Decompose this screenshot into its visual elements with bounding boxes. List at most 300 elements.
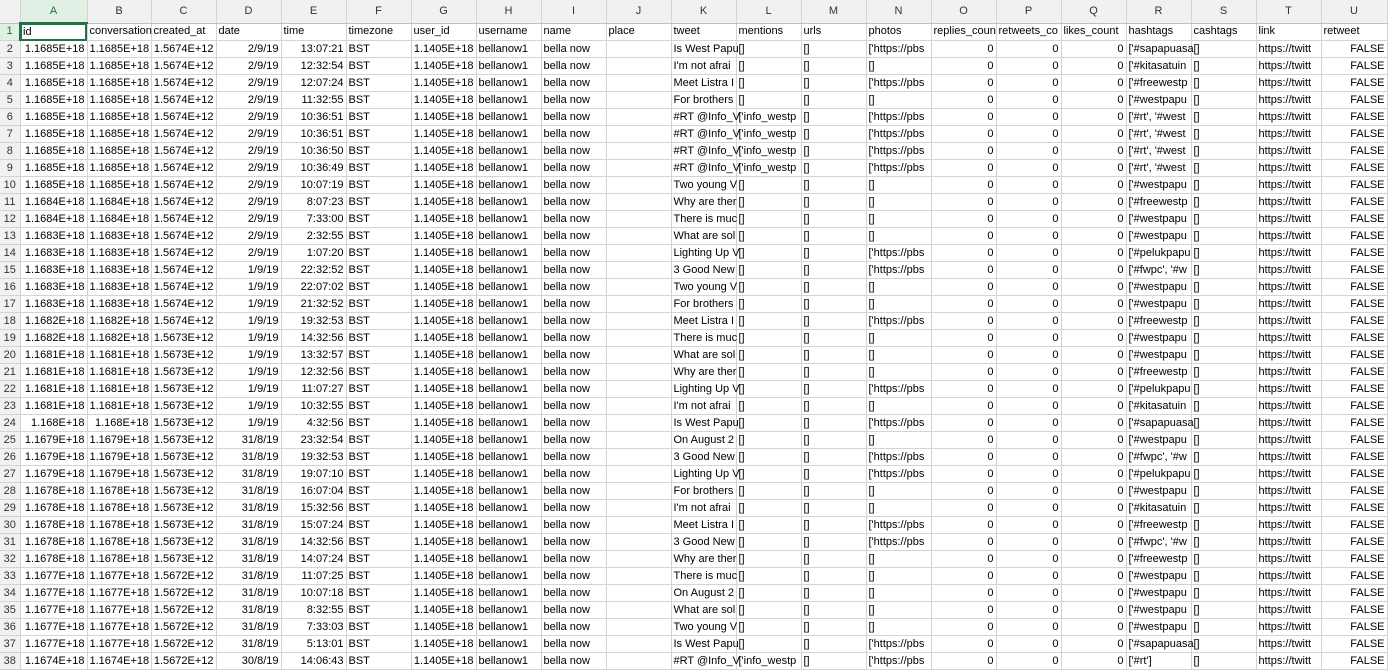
cell[interactable]: 0 [1061,466,1126,483]
cell[interactable]: https://twitt [1256,194,1321,211]
cell[interactable]: [] [736,466,801,483]
cell[interactable]: 1.1682E+18 [20,313,87,330]
cell[interactable]: 2/9/19 [216,177,281,194]
row-header[interactable]: 8 [0,143,20,160]
cell[interactable]: bellanow1 [476,58,541,75]
cell[interactable]: bellanow1 [476,330,541,347]
cell[interactable]: 31/8/19 [216,483,281,500]
cell[interactable] [606,58,671,75]
column-header-h[interactable]: H [476,0,541,23]
cell[interactable]: 0 [931,126,996,143]
cell[interactable]: ['https://pbs [866,415,931,432]
column-header-g[interactable]: G [411,0,476,23]
row-header[interactable]: 28 [0,483,20,500]
cell[interactable]: 1.1678E+18 [20,534,87,551]
cell[interactable]: https://twitt [1256,381,1321,398]
cell[interactable]: 0 [931,568,996,585]
cell[interactable]: bellanow1 [476,381,541,398]
cell[interactable]: [] [801,398,866,415]
cell[interactable]: bellanow1 [476,347,541,364]
cell[interactable]: FALSE [1321,313,1387,330]
cell[interactable]: bellanow1 [476,364,541,381]
cell[interactable]: 2/9/19 [216,109,281,126]
cell[interactable]: 1.5673E+12 [151,398,216,415]
cell[interactable]: 31/8/19 [216,619,281,636]
column-title-cell[interactable]: user_id [411,23,476,41]
cell[interactable]: BST [346,126,411,143]
cell[interactable]: BST [346,313,411,330]
cell[interactable]: 1.1405E+18 [411,245,476,262]
cell[interactable]: [] [736,330,801,347]
cell[interactable]: 31/8/19 [216,568,281,585]
cell[interactable]: 1.1679E+18 [87,449,151,466]
cell[interactable]: 0 [1061,432,1126,449]
cell[interactable]: 1.1405E+18 [411,143,476,160]
cell[interactable]: 0 [931,41,996,58]
cell[interactable]: 1.1683E+18 [87,279,151,296]
cell[interactable]: 1.5674E+12 [151,245,216,262]
cell[interactable]: [] [1191,194,1256,211]
cell[interactable]: [] [736,58,801,75]
cell[interactable]: BST [346,92,411,109]
cell[interactable] [606,432,671,449]
cell[interactable]: 1.1679E+18 [87,466,151,483]
cell[interactable]: 0 [996,211,1061,228]
cell[interactable]: 0 [931,653,996,670]
cell[interactable]: https://twitt [1256,313,1321,330]
cell[interactable]: [] [801,211,866,228]
cell[interactable]: ['https://pbs [866,449,931,466]
cell[interactable]: ['#sapapuasa [1126,415,1191,432]
cell[interactable]: [] [736,585,801,602]
row-header[interactable]: 2 [0,41,20,58]
cell[interactable]: 1.1405E+18 [411,636,476,653]
cell[interactable]: 31/8/19 [216,449,281,466]
cell[interactable]: [] [1191,296,1256,313]
cell[interactable]: 1.5674E+12 [151,126,216,143]
cell[interactable]: bella now [541,381,606,398]
cell[interactable]: bella now [541,126,606,143]
cell[interactable]: FALSE [1321,296,1387,313]
cell[interactable]: [] [736,517,801,534]
cell[interactable]: bellanow1 [476,41,541,58]
cell[interactable]: ['info_westp [736,109,801,126]
cell[interactable]: 0 [1061,483,1126,500]
cell[interactable]: ['#westpapu [1126,228,1191,245]
cell[interactable]: https://twitt [1256,568,1321,585]
cell[interactable]: [] [801,58,866,75]
cell[interactable]: 1.1685E+18 [20,58,87,75]
cell[interactable]: [] [801,585,866,602]
cell[interactable]: [] [801,432,866,449]
cell[interactable]: 0 [1061,534,1126,551]
cell[interactable]: bellanow1 [476,279,541,296]
cell[interactable]: 10:36:49 [281,160,346,177]
cell[interactable]: 1.168E+18 [20,415,87,432]
cell[interactable]: Meet Listra I [671,517,736,534]
cell[interactable]: 1.5673E+12 [151,483,216,500]
cell[interactable]: 0 [996,160,1061,177]
cell[interactable]: bella now [541,517,606,534]
cell[interactable]: 0 [996,177,1061,194]
cell[interactable]: 1.1674E+18 [20,653,87,670]
cell[interactable]: BST [346,534,411,551]
cell[interactable]: [] [1191,415,1256,432]
cell[interactable]: 0 [931,534,996,551]
cell[interactable]: [] [1191,262,1256,279]
row-header[interactable]: 1 [0,23,20,41]
cell[interactable]: 31/8/19 [216,500,281,517]
cell[interactable]: [] [1191,534,1256,551]
cell[interactable]: bella now [541,551,606,568]
cell[interactable]: 1.5672E+12 [151,636,216,653]
column-title-cell[interactable]: date [216,23,281,41]
cell[interactable]: ['#kitasatuin [1126,398,1191,415]
cell[interactable]: [] [736,92,801,109]
column-title-cell[interactable]: id [20,23,87,41]
cell[interactable]: [] [801,653,866,670]
row-header[interactable]: 5 [0,92,20,109]
cell[interactable]: 1.1681E+18 [20,364,87,381]
cell[interactable]: 12:07:24 [281,75,346,92]
cell[interactable]: ['#sapapuasa [1126,636,1191,653]
cell[interactable]: bella now [541,568,606,585]
cell[interactable]: 1.1405E+18 [411,432,476,449]
select-all-corner[interactable] [0,0,20,23]
cell[interactable]: 1.1683E+18 [87,245,151,262]
cell[interactable] [606,245,671,262]
cell[interactable]: 1.1683E+18 [87,262,151,279]
column-header-p[interactable]: P [996,0,1061,23]
cell[interactable]: 1.1677E+18 [87,585,151,602]
cell[interactable]: 1.1678E+18 [87,551,151,568]
cell[interactable]: 1.1678E+18 [20,500,87,517]
cell[interactable]: 0 [1061,653,1126,670]
cell[interactable] [606,619,671,636]
row-header[interactable]: 20 [0,347,20,364]
cell[interactable]: https://twitt [1256,619,1321,636]
cell[interactable]: [] [866,194,931,211]
cell[interactable]: 0 [1061,194,1126,211]
cell[interactable]: 1.1682E+18 [87,330,151,347]
cell[interactable]: ['#rt', '#west [1126,160,1191,177]
cell[interactable]: [] [866,585,931,602]
column-header-q[interactable]: Q [1061,0,1126,23]
cell[interactable]: ['https://pbs [866,517,931,534]
cell[interactable]: BST [346,432,411,449]
cell[interactable]: 0 [996,228,1061,245]
cell[interactable] [606,262,671,279]
cell[interactable]: 2:32:55 [281,228,346,245]
cell[interactable]: 1.1405E+18 [411,517,476,534]
cell[interactable]: 0 [931,415,996,432]
cell[interactable]: 1.5674E+12 [151,296,216,313]
cell[interactable]: FALSE [1321,143,1387,160]
cell[interactable]: 1.5673E+12 [151,364,216,381]
cell[interactable]: 0 [996,449,1061,466]
cell[interactable]: 1.1685E+18 [87,177,151,194]
cell[interactable]: FALSE [1321,245,1387,262]
cell[interactable]: ['#kitasatuin [1126,58,1191,75]
cell[interactable]: 1.1684E+18 [20,211,87,228]
cell[interactable]: 0 [1061,313,1126,330]
row-header[interactable]: 16 [0,279,20,296]
cell[interactable]: ['#westpapu [1126,619,1191,636]
cell[interactable]: 31/8/19 [216,585,281,602]
cell[interactable]: 1.168E+18 [87,415,151,432]
cell[interactable]: 0 [996,483,1061,500]
cell[interactable]: 1/9/19 [216,364,281,381]
cell[interactable]: 1.5673E+12 [151,347,216,364]
cell[interactable]: 1.1681E+18 [20,398,87,415]
cell[interactable]: https://twitt [1256,415,1321,432]
cell[interactable]: [] [866,619,931,636]
cell[interactable] [606,194,671,211]
cell[interactable]: FALSE [1321,126,1387,143]
cell[interactable]: [] [801,364,866,381]
cell[interactable]: Lighting Up V [671,381,736,398]
cell[interactable]: ['#freewestp [1126,517,1191,534]
cell[interactable]: [] [1191,245,1256,262]
cell[interactable]: #RT @Info_V [671,653,736,670]
cell[interactable]: [] [801,636,866,653]
cell[interactable]: 1.1405E+18 [411,211,476,228]
cell[interactable]: 0 [1061,245,1126,262]
cell[interactable]: [] [801,602,866,619]
column-header-k[interactable]: K [671,0,736,23]
cell[interactable]: 1.5673E+12 [151,500,216,517]
cell[interactable]: 31/8/19 [216,551,281,568]
cell[interactable]: 1.5674E+12 [151,109,216,126]
cell[interactable]: 1.1405E+18 [411,483,476,500]
cell[interactable] [606,330,671,347]
column-title-cell[interactable]: created_at [151,23,216,41]
cell[interactable]: FALSE [1321,381,1387,398]
cell[interactable]: ['https://pbs [866,160,931,177]
cell[interactable]: bellanow1 [476,432,541,449]
cell[interactable]: [] [866,568,931,585]
cell[interactable]: 2/9/19 [216,75,281,92]
cell[interactable]: 1.1683E+18 [20,296,87,313]
cell[interactable]: 1.1405E+18 [411,58,476,75]
row-header[interactable]: 21 [0,364,20,381]
cell[interactable]: BST [346,619,411,636]
cell[interactable]: bellanow1 [476,126,541,143]
cell[interactable]: [] [1191,160,1256,177]
cell[interactable]: [] [1191,483,1256,500]
cell[interactable]: 14:07:24 [281,551,346,568]
cell[interactable]: bella now [541,143,606,160]
cell[interactable] [606,585,671,602]
cell[interactable]: 0 [996,602,1061,619]
cell[interactable]: 22:32:52 [281,262,346,279]
cell[interactable] [606,568,671,585]
column-header-i[interactable]: I [541,0,606,23]
column-title-cell[interactable]: conversation [87,23,151,41]
cell[interactable]: ['info_westp [736,143,801,160]
cell[interactable]: 1.1405E+18 [411,347,476,364]
cell[interactable]: https://twitt [1256,177,1321,194]
column-header-f[interactable]: F [346,0,411,23]
cell[interactable]: bellanow1 [476,534,541,551]
cell[interactable]: ['#fwpc', '#w [1126,449,1191,466]
cell[interactable]: https://twitt [1256,534,1321,551]
cell[interactable]: https://twitt [1256,58,1321,75]
cell[interactable]: 1.5673E+12 [151,534,216,551]
cell[interactable]: ['info_westp [736,126,801,143]
cell[interactable]: 1.5674E+12 [151,92,216,109]
cell[interactable]: ['#westpapu [1126,347,1191,364]
cell[interactable]: 2/9/19 [216,160,281,177]
cell[interactable]: [] [866,58,931,75]
cell[interactable]: bella now [541,432,606,449]
cell[interactable]: 1.1405E+18 [411,177,476,194]
cell[interactable]: 1.1683E+18 [20,279,87,296]
column-title-cell[interactable]: link [1256,23,1321,41]
cell[interactable]: https://twitt [1256,432,1321,449]
cell[interactable] [606,500,671,517]
cell[interactable]: 1.1685E+18 [20,143,87,160]
cell[interactable]: 19:32:53 [281,449,346,466]
cell[interactable]: bellanow1 [476,313,541,330]
cell[interactable]: ['#rt', '#west [1126,109,1191,126]
cell[interactable]: [] [736,228,801,245]
cell[interactable]: BST [346,279,411,296]
cell[interactable]: 1.5674E+12 [151,41,216,58]
cell[interactable]: 10:07:19 [281,177,346,194]
cell[interactable]: 1.1405E+18 [411,551,476,568]
cell[interactable]: 15:07:24 [281,517,346,534]
cell[interactable]: Why are ther [671,194,736,211]
cell[interactable] [606,449,671,466]
cell[interactable]: 1.1678E+18 [20,551,87,568]
cell[interactable]: bellanow1 [476,194,541,211]
cell[interactable] [606,534,671,551]
cell[interactable]: 0 [931,262,996,279]
cell[interactable]: ['https://pbs [866,534,931,551]
column-header-a[interactable]: A [20,0,87,23]
column-header-o[interactable]: O [931,0,996,23]
row-header[interactable]: 12 [0,211,20,228]
cell[interactable]: [] [1191,364,1256,381]
cell[interactable]: [] [1191,398,1256,415]
cell[interactable]: bellanow1 [476,500,541,517]
cell[interactable]: FALSE [1321,41,1387,58]
cell[interactable]: [] [1191,228,1256,245]
cell[interactable]: [] [866,279,931,296]
cell[interactable]: 0 [931,313,996,330]
column-header-m[interactable]: M [801,0,866,23]
cell[interactable]: 0 [1061,398,1126,415]
cell[interactable]: 1.5674E+12 [151,194,216,211]
cell[interactable] [606,415,671,432]
cell[interactable]: 8:07:23 [281,194,346,211]
cell[interactable]: bella now [541,534,606,551]
cell[interactable]: [] [736,75,801,92]
cell[interactable]: 2/9/19 [216,58,281,75]
cell[interactable]: 1.1684E+18 [20,194,87,211]
cell[interactable]: FALSE [1321,75,1387,92]
cell[interactable]: 1.1685E+18 [20,126,87,143]
cell[interactable]: Lighting Up V [671,466,736,483]
cell[interactable]: 0 [931,500,996,517]
cell[interactable]: [] [801,228,866,245]
cell[interactable]: 0 [996,92,1061,109]
cell[interactable]: Meet Listra I [671,75,736,92]
column-title-cell[interactable]: name [541,23,606,41]
cell[interactable]: What are sol [671,347,736,364]
cell[interactable]: ['#westpapu [1126,602,1191,619]
cell[interactable]: #RT @Info_V [671,109,736,126]
cell[interactable]: 0 [1061,636,1126,653]
cell[interactable]: https://twitt [1256,228,1321,245]
cell[interactable]: 0 [1061,109,1126,126]
cell[interactable]: ['#westpapu [1126,211,1191,228]
cell[interactable]: [] [736,483,801,500]
cell[interactable]: ['#pelukpapu [1126,466,1191,483]
cell[interactable]: 0 [931,194,996,211]
cell[interactable]: 1.5673E+12 [151,517,216,534]
cell[interactable]: 1.5674E+12 [151,211,216,228]
cell[interactable]: ['#rt', '#west [1126,143,1191,160]
cell[interactable]: 7:33:00 [281,211,346,228]
cell[interactable]: [] [736,398,801,415]
cell[interactable]: 10:36:51 [281,109,346,126]
cell[interactable]: bella now [541,313,606,330]
column-header-s[interactable]: S [1191,0,1256,23]
cell[interactable]: ['https://pbs [866,245,931,262]
row-header[interactable]: 26 [0,449,20,466]
cell[interactable]: Lighting Up V [671,245,736,262]
cell[interactable]: Why are ther [671,364,736,381]
cell[interactable]: 1.1405E+18 [411,466,476,483]
cell[interactable]: 2/9/19 [216,92,281,109]
cell[interactable]: 0 [1061,177,1126,194]
cell[interactable]: 1.1685E+18 [20,109,87,126]
cell[interactable]: [] [736,534,801,551]
cell[interactable]: There is muc [671,568,736,585]
cell[interactable]: ['#westpapu [1126,92,1191,109]
cell[interactable]: [] [801,194,866,211]
cell[interactable]: BST [346,194,411,211]
cell[interactable]: [] [736,551,801,568]
cell[interactable]: 1/9/19 [216,313,281,330]
cell[interactable]: ['#freewestp [1126,194,1191,211]
cell[interactable]: 1.5672E+12 [151,619,216,636]
row-header[interactable]: 35 [0,602,20,619]
cell[interactable] [606,551,671,568]
cell[interactable]: [] [1191,449,1256,466]
cell[interactable]: 12:32:56 [281,364,346,381]
cell[interactable]: 1.1685E+18 [20,41,87,58]
cell[interactable]: [] [801,415,866,432]
cell[interactable]: 1.1679E+18 [20,466,87,483]
column-title-cell[interactable]: replies_coun [931,23,996,41]
cell[interactable] [606,177,671,194]
cell[interactable]: https://twitt [1256,126,1321,143]
column-header-e[interactable]: E [281,0,346,23]
cell[interactable]: ['#westpapu [1126,483,1191,500]
cell[interactable]: ['#fwpc', '#w [1126,262,1191,279]
cell[interactable]: https://twitt [1256,262,1321,279]
cell[interactable]: [] [801,75,866,92]
cell[interactable] [606,92,671,109]
cell[interactable]: 1.1405E+18 [411,619,476,636]
cell[interactable]: 1.5673E+12 [151,449,216,466]
cell[interactable]: BST [346,177,411,194]
cell[interactable]: [] [736,262,801,279]
row-header[interactable]: 18 [0,313,20,330]
